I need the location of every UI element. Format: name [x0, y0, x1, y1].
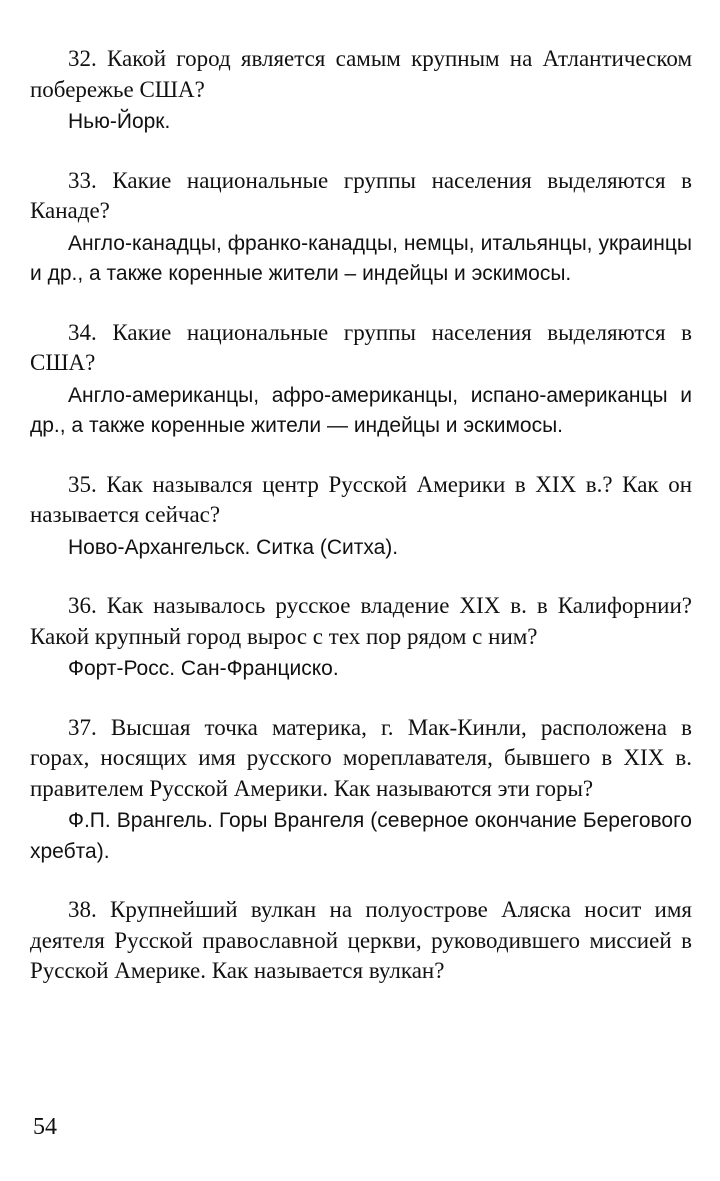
question-item-34: [30, 318, 692, 442]
question-item-38: [30, 895, 692, 987]
answer-text: Нью-Йорк.: [68, 110, 171, 133]
question-text: 35. Как назывался центр Русской Америки в XIX в.? Как он называется сейчас?: [30, 471, 692, 527]
answer-text: Ново-Архангельск. Ситка (Ситха).: [68, 535, 399, 559]
question-item-37: [30, 713, 692, 868]
question-text: 38. Крупнейший вулкан на полуострове Аляска носит имя деятеля Русской православной церкви, руководившего миссией в Русской Америке. Как называется вулкан?: [30, 897, 692, 983]
question-text: 37. Высшая точка материка, г. Мак-Кинли, расположена в горах, носящих имя русского мореплавателя, бывшего в XIX в. правителем Русской Америки. Как называются эти горы?: [30, 714, 692, 801]
question-text: 36. Как называлось русское владение XIX в. в Калифорнии? Какой крупный город вырос с тех пор рядом с ним?: [30, 593, 692, 649]
question-item-35: [30, 470, 692, 564]
question-item-33: [30, 166, 692, 290]
answer-text: Форт-Росс. Сан-Франциско.: [68, 657, 339, 680]
page-text: [30, 44, 692, 1015]
question-text: 34. Какие национальные группы населения выделяются в США?: [30, 319, 692, 375]
answer-text: Англо-американцы, афро-американцы, испано-американцы и др., а также коренные жители — индейцы и эскимосы.: [30, 383, 692, 437]
question-text: 32. Какой город является самым крупным на Атлантическом побережье США?: [30, 46, 692, 102]
question-text: 33. Какие национальные группы населения выделяются в Канаде?: [30, 167, 692, 223]
question-item-36: [30, 591, 692, 685]
page-number: 54: [33, 1114, 57, 1140]
question-item-32: [30, 44, 692, 138]
answer-text: Англо-канадцы, франко-канадцы, немцы, итальянцы, украинцы и др., а также коренные жители – индейцы и эскимосы.: [30, 231, 692, 285]
answer-text: Ф.П. Врангель. Горы Врангеля (северное окончание Берегового хребта).: [30, 809, 692, 863]
